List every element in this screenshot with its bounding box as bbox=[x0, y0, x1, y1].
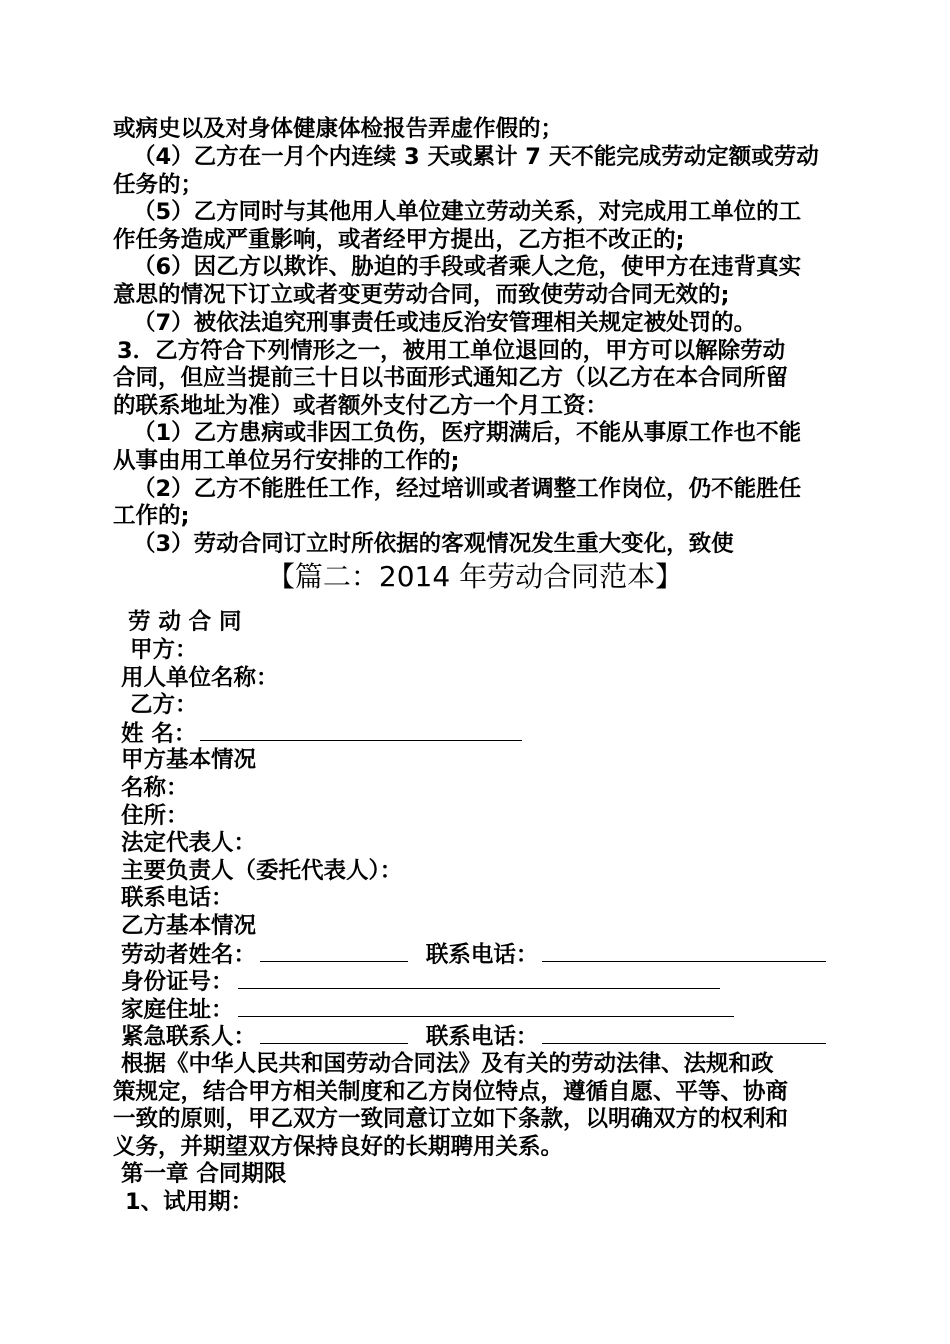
paragraph-line: （5）乙方同时与其他用人单位建立劳动关系，对完成用工单位的工 bbox=[133, 199, 802, 225]
a-phone-label: 联系电话： bbox=[121, 885, 234, 911]
emergency-contact-blank-line bbox=[260, 1023, 408, 1044]
paragraph-line: 根据《中华人民共和国劳动合同法》及有关的劳动法律、法规和政 bbox=[121, 1051, 774, 1077]
home-address-row bbox=[121, 996, 734, 1024]
paragraph-line: 3．乙方符合下列情形之一，被用工单位退回的，甲方可以解除劳动 bbox=[117, 338, 786, 364]
party-b-info-heading: 乙方基本情况 bbox=[121, 913, 257, 939]
contract-heading: 劳 动 合 同 bbox=[128, 609, 242, 635]
paragraph-line: （6）因乙方以欺诈、胁迫的手段或者乘人之危，使甲方在违背真实 bbox=[133, 254, 802, 280]
paragraph-line: （3）劳动合同订立时所依据的客观情况发生重大变化，致使 bbox=[133, 531, 734, 557]
worker-name-label: 劳动者姓名： bbox=[121, 942, 257, 968]
paragraph-line: 义务，并期望双方保持良好的长期聘用关系。 bbox=[113, 1134, 564, 1160]
paragraph-line: 工作的; bbox=[113, 503, 190, 529]
trial-period-label: 1、试用期： bbox=[125, 1189, 254, 1215]
emergency-contact-row bbox=[121, 1023, 826, 1051]
a-legal-rep-label: 法定代表人： bbox=[121, 830, 257, 856]
a-name-label: 名称： bbox=[121, 775, 189, 801]
paragraph-line: （7）被依法追究刑事责任或违反治安管理相关规定被处罚的。 bbox=[133, 310, 757, 336]
paragraph-line: 的联系地址为准）或者额外支付乙方一个月工资： bbox=[113, 393, 609, 419]
party-b-label: 乙方： bbox=[130, 692, 198, 718]
paragraph-line: 一致的原则，甲乙双方一致同意订立如下条款，以明确双方的权利和 bbox=[113, 1106, 789, 1132]
emergency-phone-label: 联系电话： bbox=[425, 1024, 539, 1050]
worker-phone-label: 联系电话： bbox=[425, 942, 539, 968]
chapter-heading: 第一章 合同期限 bbox=[121, 1161, 287, 1187]
paragraph-line: （2）乙方不能胜任工作，经过培训或者调整工作岗位，仍不能胜任 bbox=[133, 476, 802, 502]
name-field-row bbox=[121, 720, 522, 748]
paragraph-line: 意思的情况下订立或者变更劳动合同，而致使劳动合同无效的; bbox=[113, 282, 730, 308]
id-number-blank-line bbox=[238, 968, 720, 989]
worker-name-row bbox=[121, 941, 826, 969]
paragraph-line: 策规定，结合甲方相关制度和乙方岗位特点，遵循自愿、平等、协商 bbox=[113, 1079, 789, 1105]
paragraph-line: 作任务造成严重影响，或者经甲方提出，乙方拒不改正的; bbox=[113, 227, 685, 253]
name-label: 姓 名： bbox=[121, 721, 197, 747]
paragraph-line: 或病史以及对身体健康体检报告弄虚作假的； bbox=[113, 116, 564, 142]
a-principal-label: 主要负责人（委托代表人）： bbox=[121, 858, 403, 884]
id-number-label: 身份证号： bbox=[121, 969, 234, 995]
home-address-label: 家庭住址： bbox=[121, 997, 234, 1023]
employer-name-label: 用人单位名称： bbox=[121, 665, 279, 691]
name-blank-line bbox=[200, 720, 522, 741]
emergency-phone-blank-line bbox=[542, 1023, 826, 1044]
paragraph-line: （4）乙方在一月个内连续 3 天或累计 7 天不能完成劳动定额或劳动 bbox=[133, 144, 819, 170]
id-number-row bbox=[121, 968, 720, 996]
paragraph-line: （1）乙方患病或非因工负伤，医疗期满后，不能从事原工作也不能 bbox=[133, 420, 802, 446]
paragraph-line: 从事由用工单位另行安排的工作的; bbox=[113, 448, 460, 474]
party-a-label: 甲方： bbox=[130, 637, 198, 663]
emergency-contact-label: 紧急联系人： bbox=[121, 1024, 257, 1050]
party-a-info-heading: 甲方基本情况 bbox=[121, 747, 257, 773]
section-title: 【篇二：2014 年劳动合同范本】 bbox=[266, 560, 684, 593]
home-address-blank-line bbox=[238, 996, 734, 1017]
paragraph-line: 任务的； bbox=[113, 172, 204, 198]
worker-name-blank-line bbox=[260, 941, 408, 962]
a-address-label: 住所： bbox=[121, 803, 189, 829]
worker-phone-blank-line bbox=[542, 941, 826, 962]
paragraph-line: 合同，但应当提前三十日以书面形式通知乙方（以乙方在本合同所留 bbox=[113, 365, 789, 391]
